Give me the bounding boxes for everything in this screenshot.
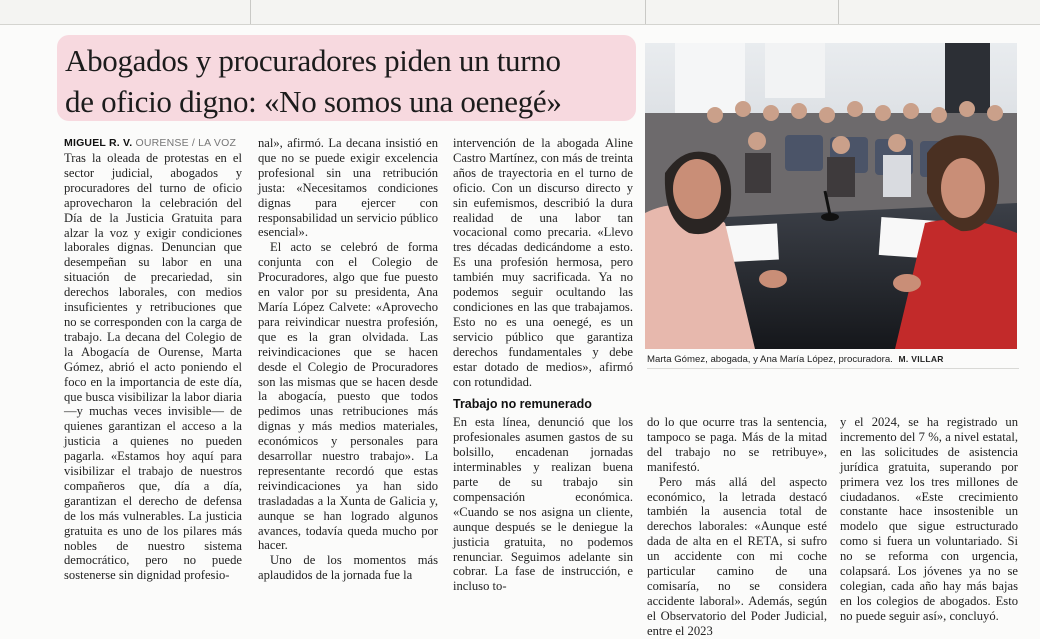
article-paragraph: Uno de los momentos más aplaudidos de la jornada fue la [258,553,438,583]
article-column-1 [64,136,242,583]
column-divider [250,0,251,24]
article-column-2 [258,136,438,583]
byline-author: MIGUEL R. V. [64,137,133,149]
headline-line-2: de oficio digno: «No somos una oenegé» [65,84,562,119]
article-paragraph: Tras la oleada de protestas en el sector judicial, abogados y procuradores del turno de oficio aprovecharon la celebración del Día de la Justicia Gratuita para alzar la voz y exigir condiciones laborales dignas. Denuncian que desempeñan su labor en una situación de precariedad, sin derechos laborales, con medios insuficientes y retribuciones que no se corresponden con la carga de trabajo. La decana del Colegio de la Abogacía de Ourense, Marta Gómez, abrió el acto poniendo el foco en la importancia de este día, que busca visibilizar la labor diaria —y muchas veces invisible— de quienes garantizan el acceso a la justicia a quienes no pueden pagarla. «Estamos hoy aquí para visibilizar el trabajo de nuestros compañeros que, día a día, garantizan el derecho de defensa de los más vulnerables. La justicia gratuita es uno de los pilares más nobles de nuestro sistema democrático, pero no puede sostenerse sin dignidad profesio- [64,151,242,583]
photo-illustration [645,43,1017,349]
article-paragraph: intervención de la abogada Aline Castro Martínez, con más de treinta años de trayectoria en el turno de oficio. Con un discurso directo y sin eufemismos, describió la dura realidad de una labor tan vocacional como precaria. «Llevo tres décadas dedicándome a esto. Es una profesión hermosa, pero también muy sacrificada. Ya no podemos seguir ocultando las condiciones en las que trabajamos. Esto no es una oenegé, es un servicio público que garantiza derechos fundamentales y debe estar dotado de medios», afirmó con rotundidad. [453,136,633,389]
article-paragraph: El acto se celebró de forma conjunta con el Colegio de Procuradores, algo que fue puesto en valor por su presidenta, Ana María López Calvete: «Aprovecho para reivindicar nuestra profesión, que es la gran olvidada. Las reivindicaciones que se hacen desde el Colegio de Procuradores son las mismas que se hacen desde la abogacía, puesto que todos pedimos unas retribuciones más dignas y más medios materiales, económicos y personales para desarrollar nuestro trabajo». La representante recordó que estas reivindicaciones ya han sido trasladadas a la Xunta de Galicia y, aunque se han logrado algunos avances, todavía queda mucho por hacer. [258,240,438,553]
photo-caption-text: Marta Gómez, abogada, y Ana María López, procuradora. [647,354,893,365]
caption-rule [647,368,1019,369]
article-paragraph: Pero más allá del aspecto económico, la letrada destacó también la ausencia total de derechos laborales: «Aunque esté dada de alta en el RETA, si sufro un accidente con mi coche particular camino de una comisaría, no se considera accidente laboral». Además, según el Observatorio del Poder Judicial, entre el 2023 [647,474,827,638]
event-photo [645,43,1017,349]
section-subhead: Trabajo no remunerado [453,397,592,412]
headline-line-1: Abogados y procuradores piden un turno [65,43,561,78]
article-column-4 [647,415,827,639]
page-top-edge [0,0,1040,25]
article-paragraph: nal», afirmó. La decana insistió en que no se puede exigir excelencia profesional sin una retribución justa: «Necesitamos condiciones dignas para ejercer con responsabilidad un servicio público esencial». [258,136,438,240]
article-paragraph: y el 2024, se ha registrado un incremento del 7 %, a nivel estatal, en las solicitudes de asistencia jurídica gratuita, superando por primera vez los tres millones de ciudadanos. «Este crecimiento constante hace insostenible un modelo que sigue estructurado como si fuera un voluntariado. Si no se reforma con urgencia, colapsará. Los jóvenes ya no se colegian, cada año hay más bajas en los colegios de abogados. Esto no puede seguir así», concluyó. [840,415,1018,623]
article-column-3 [453,136,633,594]
article-paragraph: En esta línea, denunció que los profesionales asumen gastos de su bolsillo, encadenan jornadas interminables y realizan buena parte de su trabajo sin compensación económica. «Cuando se nos asigna un cliente, aunque después se le deniegue la justicia gratuita, no podemos renunciar. Seguimos adelante sin cobrar. La fase de instrucción, e incluso to- [453,415,633,594]
byline [64,136,242,150]
column-divider [838,0,839,24]
photo-credit: M. VILLAR [898,354,944,364]
headline-box [57,35,636,121]
column-divider [645,0,646,24]
photo-caption [647,353,1019,366]
byline-source: OURENSE / LA VOZ [135,137,237,149]
headline [57,35,636,122]
article-paragraph: do lo que ocurre tras la sentencia, tampoco se paga. Más de la mitad del trabajo no se retribuye», manifestó. [647,415,827,474]
article-column-5 [840,415,1018,624]
